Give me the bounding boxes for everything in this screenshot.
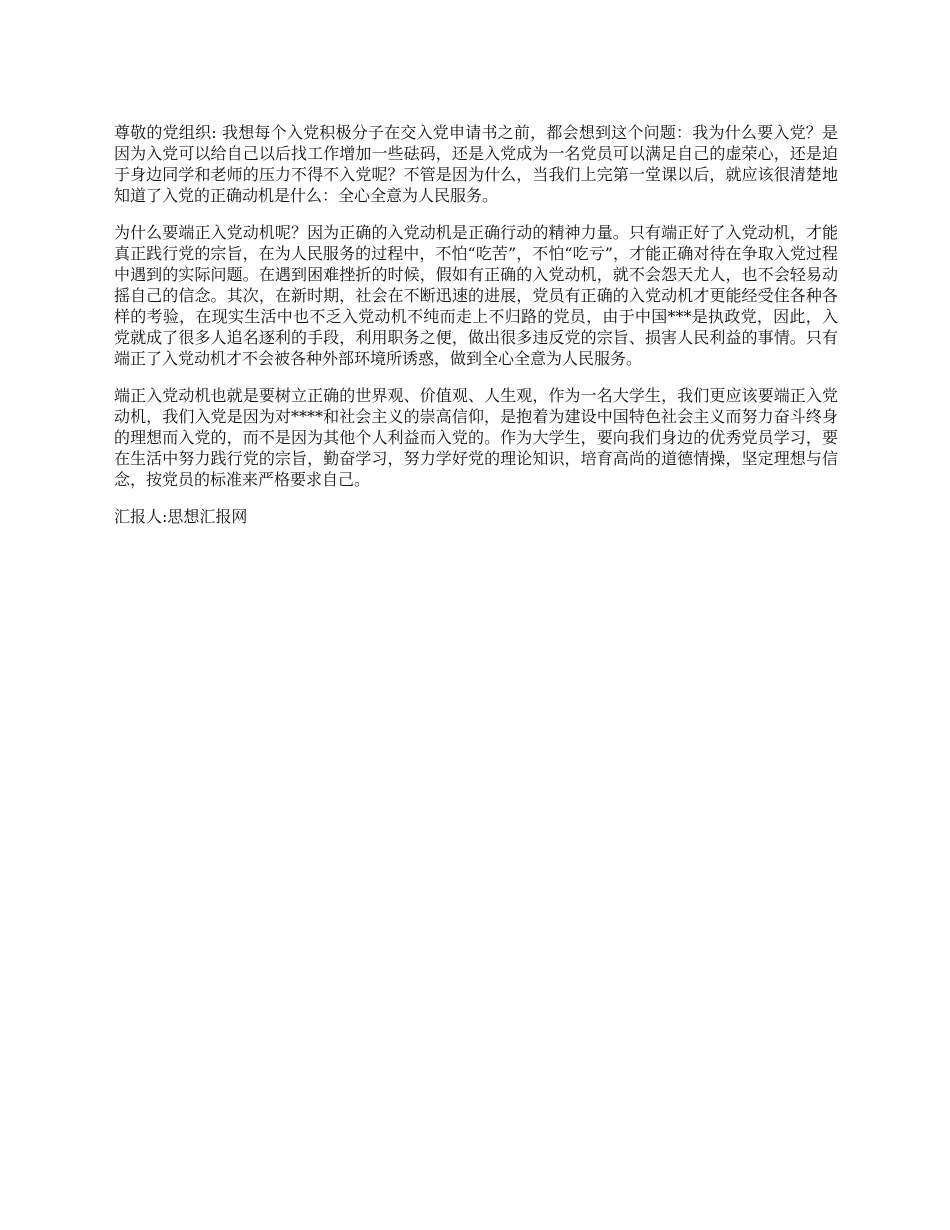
paragraph-why-correct-motivation: 为什么要端正入党动机呢？因为正确的入党动机是正确行动的精神力量。只有端正好了入党动机，才能真正践行党的宗旨，在为人民服务的过程中，不怕“吃苦”，不怕“吃亏”，才能正确对待在争取入党过程中遇到的实际问题。在遇到困难挫折的时候，假如有正确的入党动机，就不会怨天尤人，也不会轻易动摇自己的信念。其次，在新时期，社会在不断迅速的进展，党员有正确的入党动机才更能经受住各种各样的考验，在现实生活中也不乏入党动机不纯而走上不归路的党员，由于中国***是执政党，因此，入党就成了很多人追名逐利的手段，利用职务之便，做出很多违反党的宗旨、损害人民利益的事情。只有端正了入党动机才不会被各种外部环境所诱惑，做到全心全意为人民服务。 [114,223,838,368]
paragraph-worldview-student: 端正入党动机也就是要树立正确的世界观、价值观、人生观，作为一名大学生，我们更应该要端正入党动机，我们入党是因为对****和社会主义的崇高信仰，是抱着为建设中国特色社会主义而努力奋斗终身的理想而入党的，而不是因为其他个人利益而入党的。作为大学生，要向我们身边的优秀党员学习，要在生活中努力践行党的宗旨，勤奋学习，努力学好党的理论知识，培育高尚的道德情操，坚定理想与信念，按党员的标准来严格要求自己。 [114,386,838,489]
document-body [114,122,838,527]
signature-line: 汇报人:思想汇报网 [114,507,248,526]
paragraph-greeting-motivation: 尊敬的党组织: 我想每个入党积极分子在交入党申请书之前，都会想到这个问题：我为什么要入党？是因为入党可以给自己以后找工作增加一些砝码，还是入党成为一名党员可以满足自己的虚荣心，还是迫于身边同学和老师的压力不得不入党呢？不管是因为什么，当我们上完第一堂课以后，就应该很清楚地知道了入党的正确动机是什么：全心全意为人民服务。 [114,123,838,205]
